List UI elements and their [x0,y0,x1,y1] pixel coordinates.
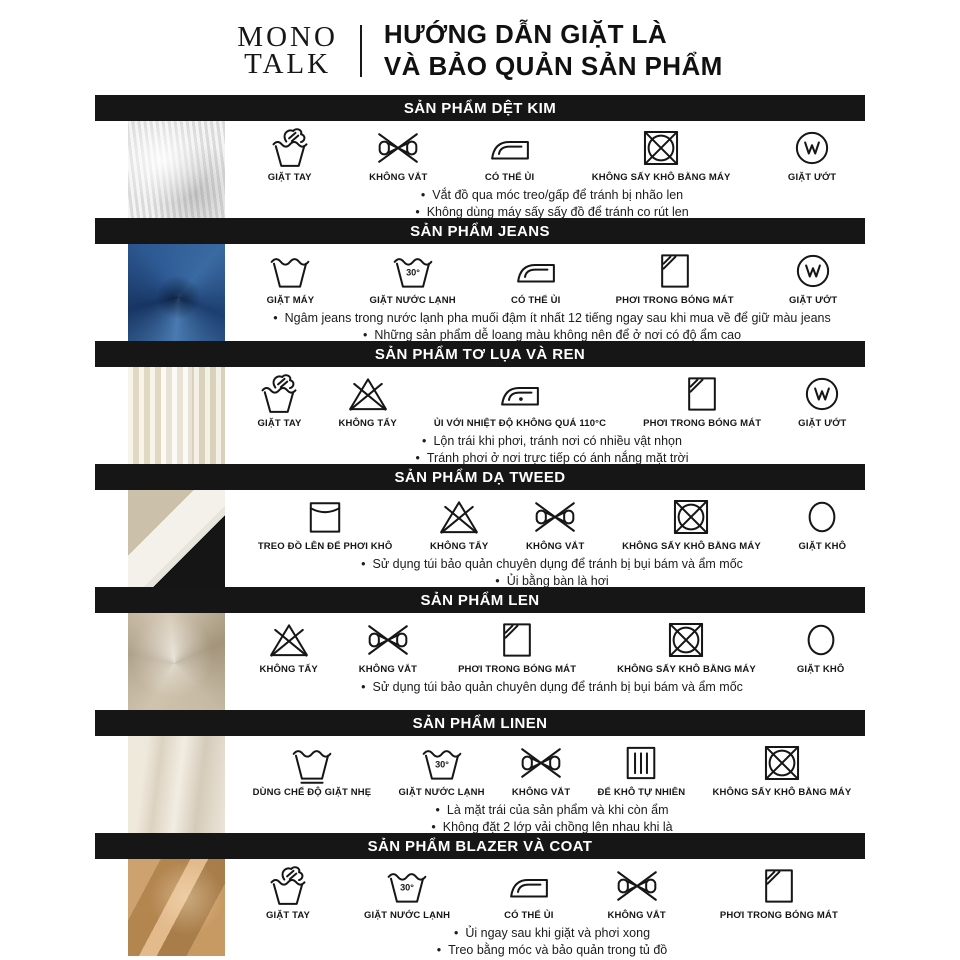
care-icon-label: PHƠI TRONG BÓNG MÁT [458,664,577,675]
logo-divider [360,25,362,77]
section-header [95,710,865,736]
care-notes [239,679,865,696]
care-icon-item [526,495,584,552]
note-item [239,819,865,836]
care-icon-label: KHÔNG VẮT [526,541,585,552]
care-icon-item [359,618,417,675]
care-icon-label: GIẶT MÁY [266,295,315,306]
care-icon-label: GIẶT KHÔ [798,541,847,552]
care-icon-item [253,741,372,798]
hand-wash-icon [268,126,312,170]
svg-text:30°: 30° [405,267,420,278]
care-icon-item [598,741,686,798]
care-icon-item [797,618,845,675]
note-item [239,679,865,696]
bullet-icon: • [436,943,442,958]
section-header [95,218,865,244]
cream-linen-fabric [128,736,225,833]
section-title: SẢN PHẨM LEN [420,591,540,609]
no-wring-icon [519,741,563,785]
wet-wash-icon [800,372,844,416]
section-header [95,464,865,490]
care-icon-label: GIẶT ƯỚT [789,295,838,306]
care-icon-label: GIẶT KHÔ [796,664,845,675]
care-icon-item [622,495,761,552]
care-icon-item [789,249,837,306]
bullet-icon: • [453,926,459,940]
care-icon-label: KHÔNG SẤY KHÔ BẰNG MÁY [622,541,761,552]
care-icon-item [512,741,570,798]
tweed-fabric [128,490,225,587]
care-icon-label: KHÔNG SẤY KHÔ BẰNG MÁY [617,664,756,675]
care-icon-row [239,864,865,921]
section-header [95,587,865,613]
care-icon-label: CÓ THỂ ỦI [484,172,535,183]
note-item [239,204,865,221]
care-icon-label: ĐỂ KHÔ TỰ NHIÊN [597,787,686,798]
section-card-silk [95,341,865,464]
note-text: Treo bằng móc và bảo quản trong tủ đồ [448,943,668,958]
bullet-icon: • [422,434,427,448]
care-icon-item [799,495,847,552]
section-card-tweed [95,464,865,587]
cold-wash-icon [420,741,464,785]
note-text: Là mặt trái của sản phẩm và khi còn ẩm [446,803,669,817]
care-icon-item [364,864,450,921]
care-icon-item [434,372,606,429]
svg-text:30°: 30° [400,882,414,893]
bullet-icon: • [420,188,426,202]
care-icon-label: KHÔNG TẨY [430,541,489,552]
care-icon-item [259,618,317,675]
section-header [95,95,865,121]
care-icon-item [713,741,852,798]
note-text: Sử dụng túi bảo quản chuyên dụng để tránh bị bụi bám và ẩm mốc [372,680,743,694]
care-icon-item [257,372,301,429]
care-icon-label: GIẶT NƯỚC LẠNH [369,295,456,306]
note-item [239,187,865,204]
sections-list [95,95,865,956]
care-icon-label: TREO ĐỒ LÊN ĐỂ PHƠI KHÔ [257,541,393,552]
natural-dry-icon [619,741,663,785]
care-icon-item [430,495,488,552]
camel-coat-fabric [128,859,225,956]
no-bleach-icon [437,495,481,539]
care-icon-row [239,618,865,675]
bullet-icon: • [415,451,420,466]
care-icon-item [369,126,427,183]
section-title: SẢN PHẨM BLAZER VÀ COAT [367,837,593,855]
page-title-line2: VÀ BẢO QUẢN SẢN PHẨM [383,50,723,81]
bullet-icon: • [495,574,500,589]
no-wring-icon [366,618,410,662]
note-text: Lộn trái khi phơi, tránh nơi có nhiều vật nhọn [433,434,682,448]
care-icon-label: PHƠI TRONG BÓNG MÁT [615,295,734,306]
care-icon-label: KHÔNG SẤY KHÔ BẰNG MÁY [712,787,852,798]
no-tumble-dry-icon [639,126,683,170]
no-wring-icon [615,864,659,908]
care-icon-label: KHÔNG VẮT [511,787,571,798]
care-icon-label: KHÔNG VẮT [607,910,666,921]
care-icon-label: KHÔNG VẮT [358,664,418,675]
care-icon-item [258,495,393,552]
care-icon-row [239,126,865,183]
section-card-knit [95,95,865,218]
bullet-icon: • [435,803,440,817]
page-title [384,19,723,82]
care-icon-item [511,249,560,306]
care-icon-label: DÙNG CHẾ ĐỘ GIẶT NHẸ [252,787,372,798]
care-icon-label: GIẶT TAY [267,172,312,183]
bullet-icon: • [361,557,366,571]
care-notes [239,925,865,960]
note-text: Không dùng máy sấy sấy đồ để tránh co rút len [426,205,689,220]
care-notes [239,556,865,591]
section-title: SẢN PHẨM DẠ TWEED [394,468,566,486]
note-text: Tránh phơi ở nơi trực tiếp có ánh nắng mặt trời [426,451,689,466]
care-icon-row [239,249,865,306]
care-icon-item [504,864,553,921]
care-icon-label: GIẶT ƯỚT [798,418,847,429]
no-tumble-dry-icon [669,495,713,539]
care-icon-item [617,618,756,675]
svg-text:30°: 30° [434,759,449,770]
care-icon-row [239,372,865,429]
section-card-linen [95,710,865,833]
care-icon-label: KHÔNG TẨY [338,418,397,429]
care-icon-item [643,372,761,429]
shade-dry-icon [680,372,724,416]
care-icon-item [266,864,310,921]
no-tumble-dry-icon [664,618,708,662]
shade-dry-icon [495,618,539,662]
hand-wash-icon [266,864,310,908]
care-icon-item [592,126,731,183]
iron-icon [514,249,558,293]
bullet-icon: • [273,311,278,325]
care-icon-item [798,372,846,429]
care-notes [239,802,865,837]
care-notes [239,310,865,345]
bullet-icon: • [415,205,420,220]
bullet-icon: • [361,680,366,694]
iron-low-icon [498,372,542,416]
care-notes [239,187,865,222]
blue-denim-fabric [128,244,225,341]
section-card-wool [95,587,865,710]
section-title: SẢN PHẨM JEANS [410,222,550,240]
cold-wash-icon [385,864,429,908]
note-text: Ủi bằng bàn là hơi [506,574,609,589]
hand-wash-icon [257,372,301,416]
care-icon-label: GIẶT ƯỚT [787,172,837,183]
hang-dry-icon [303,495,347,539]
section-header [95,833,865,859]
care-icon-label: GIẶT TAY [257,418,302,429]
shade-dry-icon [757,864,801,908]
note-item [239,802,865,819]
no-bleach-icon [346,372,390,416]
cold-wash-icon [391,249,435,293]
gentle-wash-icon [290,741,334,785]
section-card-jeans [95,218,865,341]
section-title: SẢN PHẨM DỆT KIM [403,99,557,117]
care-icon-label: CÓ THỂ ỦI [510,295,561,306]
care-icon-label: ỦI VỚI NHIỆT ĐỘ KHÔNG QUÁ 110°C [433,418,607,429]
no-tumble-dry-icon [760,741,804,785]
beige-wool-fabric [128,613,225,710]
care-icon-item [398,741,484,798]
care-icon-label: PHƠI TRONG BÓNG MÁT [719,910,838,921]
note-text: Vắt đồ qua móc treo/gấp để tránh bị nhão len [432,188,684,202]
shade-dry-icon [653,249,697,293]
silk-and-lace-fabric [128,367,225,464]
care-icon-label: KHÔNG VẮT [369,172,428,183]
care-icon-label: KHÔNG TẨY [259,664,318,675]
section-title: SẢN PHẨM LINEN [412,714,548,732]
bullet-icon: • [431,820,436,835]
note-item [239,556,865,573]
note-text: Không đặt 2 lớp vải chồng lên nhau khi là [442,820,673,835]
machine-wash-icon [268,249,312,293]
care-icon-label: PHƠI TRONG BÓNG MÁT [643,418,762,429]
care-icon-item [788,126,836,183]
note-text: Ngâm jeans trong nước lạnh pha muối đậm ít nhất 12 tiếng ngay sau khi mua về để giữ màu jeans [284,311,831,325]
care-icon-item [616,249,734,306]
note-text: Những sản phẩm dễ loang màu không nên để ở nơi có độ ẩm cao [374,328,742,343]
brand-logo-line2: TALK [244,47,332,80]
note-text: Sử dụng túi bảo quản chuyên dụng để tránh bị bụi bám và ẩm mốc [372,557,743,571]
care-icon-label: GIẶT TAY [266,910,310,921]
iron-icon [507,864,551,908]
dry-clean-icon [799,618,843,662]
note-item [239,942,865,959]
note-text: Ủi ngay sau khi giặt và phơi xong [465,926,651,940]
brand-logo-line1: MONO [237,20,338,53]
care-icon-item [268,126,312,183]
no-wring-icon [376,126,420,170]
no-bleach-icon [267,618,311,662]
wet-wash-icon [791,249,835,293]
care-icon-item [267,249,315,306]
care-icon-item [720,864,838,921]
brand-logo [237,20,338,80]
care-icon-label: KHÔNG SẤY KHÔ BẰNG MÁY [591,172,731,183]
note-item [239,310,865,327]
note-item [239,327,865,344]
care-icon-row [239,741,865,798]
note-item [239,450,865,467]
page-header [0,0,960,95]
care-icon-item [338,372,396,429]
section-header [95,341,865,367]
bullet-icon: • [362,328,368,343]
note-item [239,433,865,450]
care-icon-label: GIẶT NƯỚC LẠNH [398,787,485,798]
care-icon-label: GIẶT NƯỚC LẠNH [363,910,451,921]
dry-clean-icon [800,495,844,539]
page-title-line1: HƯỚNG DẪN GIẶT LÀ [383,18,667,49]
care-icon-item [608,864,666,921]
care-icon-item [485,126,534,183]
wet-wash-icon [790,126,834,170]
care-icon-row [239,495,865,552]
care-icon-label: CÓ THỂ ỦI [504,910,554,921]
note-item [239,925,865,942]
care-notes [239,433,865,468]
iron-icon [488,126,532,170]
white-knit-fabric [128,121,225,218]
note-item [239,573,865,590]
care-icon-item [370,249,456,306]
no-wring-icon [533,495,577,539]
care-icon-item [458,618,576,675]
section-card-coat [95,833,865,956]
section-title: SẢN PHẨM TƠ LỤA VÀ REN [374,345,586,363]
